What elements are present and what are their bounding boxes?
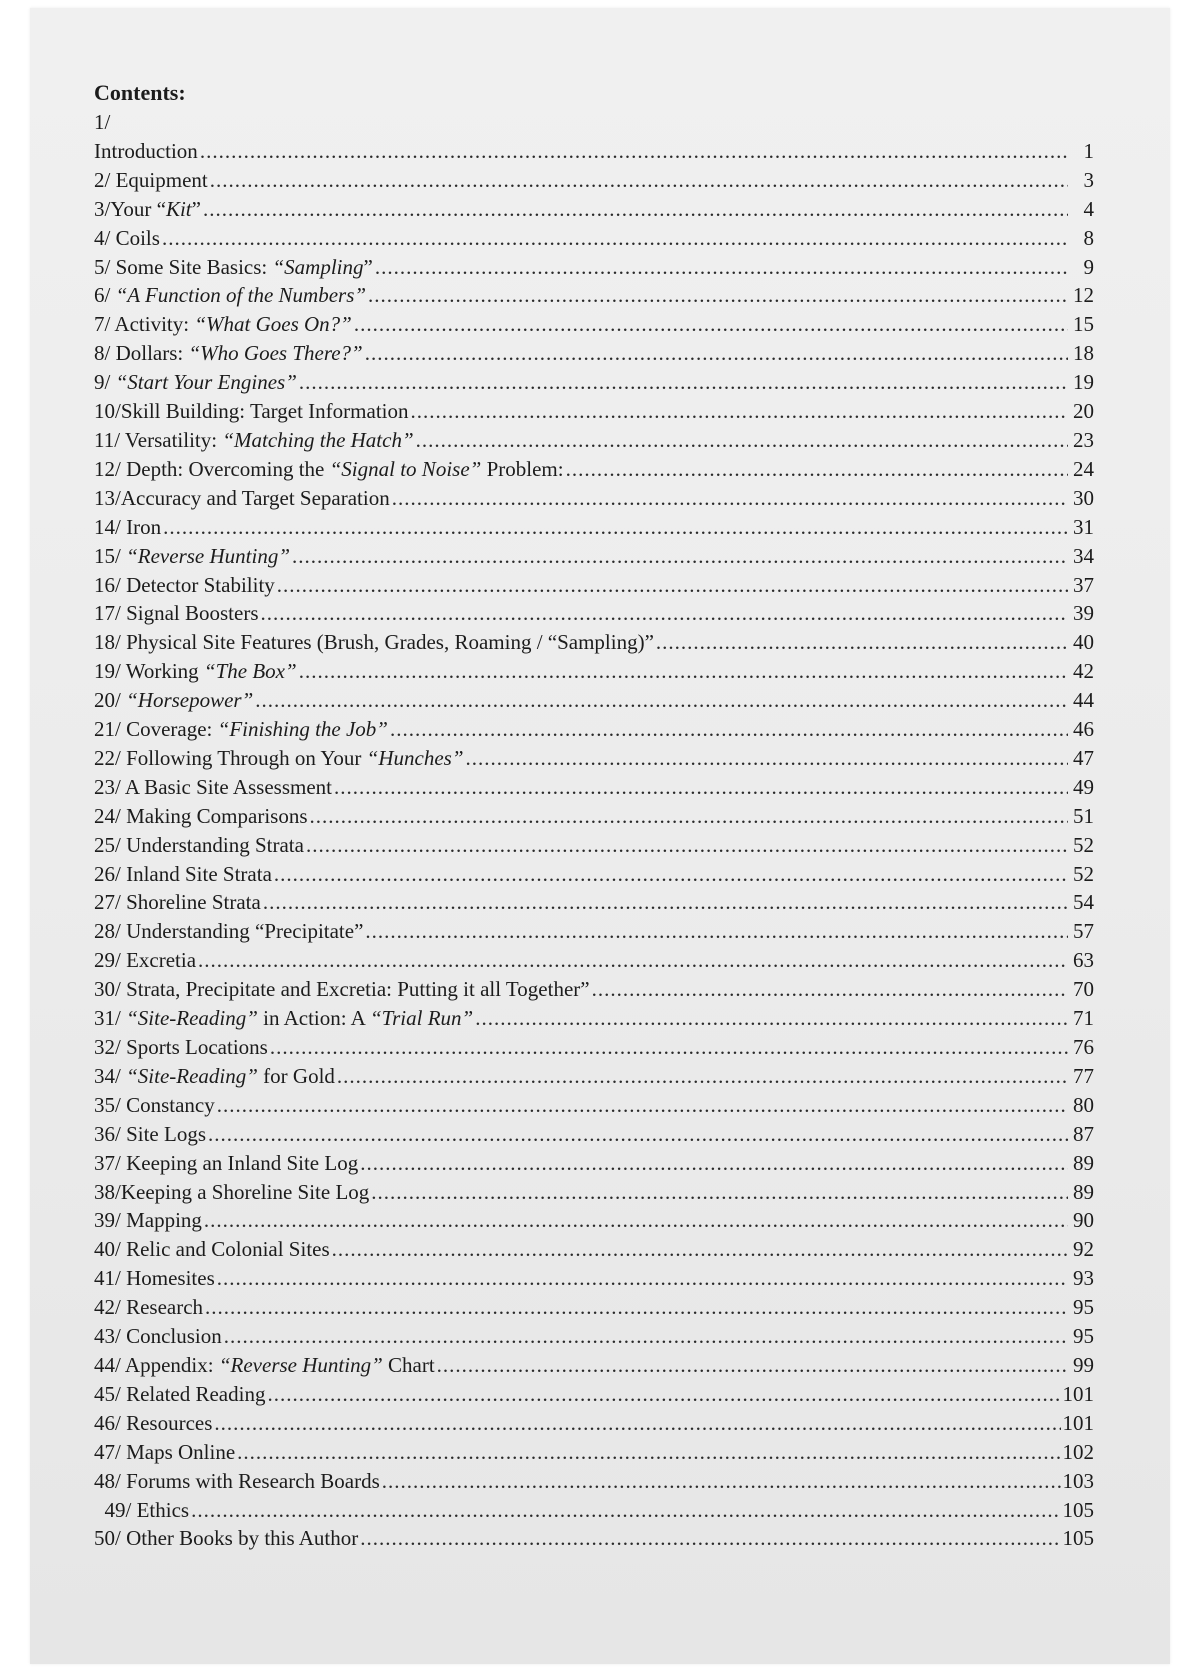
toc-entry-page: 40: [1073, 630, 1094, 655]
toc-entry: [94, 831, 1094, 860]
dot-leader: [274, 860, 1068, 889]
toc-entry-page: 105: [1062, 1497, 1094, 1522]
toc-entry-label: 49/ Ethics: [94, 1497, 190, 1522]
toc-entry-label: 17/ Signal Boosters: [94, 601, 259, 626]
toc-entry: [94, 368, 1094, 397]
toc-entry-label: 9/ “Start Your Engines”: [94, 370, 297, 395]
toc-entry: [94, 571, 1094, 600]
toc-entry: [94, 1467, 1094, 1496]
toc-entry-page: 90: [1073, 1208, 1094, 1233]
toc-entry: [94, 281, 1094, 310]
toc-entry: [94, 1351, 1094, 1380]
dot-leader: [360, 1149, 1068, 1178]
toc-entry-page: 42: [1073, 659, 1094, 684]
toc-entry-page: 34: [1073, 543, 1094, 568]
dot-leader: [337, 1062, 1068, 1091]
toc-entry: [94, 1062, 1094, 1091]
toc-entry-label: 29/ Excretia: [94, 948, 197, 973]
table-of-contents: [94, 78, 1094, 1553]
toc-entry-page: 105: [1062, 1526, 1094, 1551]
toc-entry: [94, 773, 1094, 802]
toc-entry-label: 35/ Constancy: [94, 1092, 215, 1117]
toc-entry-page: 19: [1073, 370, 1094, 395]
toc-entry-page: 101: [1062, 1381, 1094, 1406]
dot-leader: [360, 1524, 1060, 1553]
toc-entry-label: 38/Keeping a Shoreline Site Log: [94, 1179, 370, 1204]
toc-entry-label: 48/ Forums with Research Boards: [94, 1468, 380, 1493]
toc-entry: [94, 1496, 1094, 1525]
dot-leader: [217, 1264, 1068, 1293]
document-page: [30, 8, 1170, 1664]
toc-entry: [94, 455, 1094, 484]
toc-entry-page: 76: [1073, 1035, 1094, 1059]
toc-entry-page: 47: [1073, 745, 1094, 770]
toc-entry: [94, 310, 1094, 339]
toc-entry-label: 18/ Physical Site Features (Brush, Grades, Roaming / “Sampling)”: [94, 630, 654, 655]
toc-entry-label: 30/ Strata, Precipitate and Excretia: Putting it all Together”: [94, 977, 590, 1002]
toc-entry: [94, 542, 1094, 571]
dot-leader: [382, 1467, 1061, 1496]
toc-entry-page: 57: [1073, 919, 1094, 944]
toc-entry-label: 46/ Resources: [94, 1410, 213, 1435]
dot-leader: [292, 542, 1068, 571]
toc-entry-label: Introduction: [94, 138, 198, 163]
toc-entry-page: 70: [1073, 977, 1094, 1002]
toc-entry-page: 89: [1073, 1150, 1094, 1175]
toc-entry: [94, 599, 1094, 628]
toc-entry-label: 6/ “A Function of the Numbers”: [94, 283, 367, 308]
toc-entry-page: 95: [1073, 1295, 1094, 1320]
dot-leader: [334, 773, 1068, 802]
toc-entry-page: 15: [1073, 312, 1094, 337]
toc-entry-page: 54: [1073, 890, 1094, 915]
toc-entry-label: 34/ “Site-Reading” for Gold: [94, 1063, 335, 1088]
toc-entry-label: 22/ Following Through on Your “Hunches”: [94, 745, 464, 770]
toc-entry-label: 12/ Depth: Overcoming the “Signal to Noise” Problem:: [94, 456, 564, 481]
dot-leader: [566, 455, 1068, 484]
toc-entry-page: 37: [1073, 572, 1094, 597]
dot-leader: [277, 571, 1068, 600]
toc-entry-page: 99: [1073, 1352, 1094, 1377]
toc-entry-page: 71: [1073, 1006, 1094, 1031]
toc-entry-label: 43/ Conclusion: [94, 1324, 222, 1349]
toc-entry-page: 101: [1062, 1410, 1094, 1435]
first-entry-number: 1/: [94, 110, 111, 134]
toc-entry-label: 31/ “Site-Reading” in Action: A “Trial Run”: [94, 1006, 474, 1031]
toc-entry: [94, 397, 1094, 426]
toc-entry-label: 24/ Making Comparisons: [94, 803, 308, 828]
toc-entry-label: 2/ Equipment: [94, 167, 208, 192]
toc-entry: [94, 802, 1094, 831]
toc-entry: [94, 1293, 1094, 1322]
toc-entry: [94, 917, 1094, 946]
toc-entry-page: 46: [1073, 717, 1094, 742]
toc-entry-page: 18: [1073, 341, 1094, 366]
toc-entry: [94, 1438, 1094, 1467]
toc-entry: [94, 1091, 1094, 1120]
toc-entry: [94, 1004, 1094, 1033]
dot-leader: [270, 1033, 1068, 1062]
toc-entry-label: 47/ Maps Online: [94, 1439, 236, 1464]
toc-entry-label: 13/Accuracy and Target Separation: [94, 485, 390, 510]
toc-entry: [94, 253, 1094, 282]
dot-leader: [656, 628, 1068, 657]
toc-entry-page: 44: [1073, 688, 1094, 713]
dot-leader: [437, 1351, 1068, 1380]
toc-entry-label: 45/ Related Reading: [94, 1381, 266, 1406]
toc-entry: [94, 1524, 1094, 1553]
dot-leader: [267, 1380, 1060, 1409]
toc-entry: [94, 1235, 1094, 1264]
toc-entry: [94, 484, 1094, 513]
toc-entry: [94, 166, 1094, 195]
dot-leader: [392, 484, 1068, 513]
dot-leader: [371, 1178, 1068, 1207]
dot-leader: [203, 195, 1068, 224]
dot-leader: [237, 1438, 1060, 1467]
dot-leader: [263, 888, 1068, 917]
toc-entry-page: 51: [1073, 803, 1094, 828]
toc-entry-page: 102: [1062, 1439, 1094, 1464]
toc-entry: [94, 1149, 1094, 1178]
toc-entry: [94, 513, 1094, 542]
toc-entry-label: 14/ Iron: [94, 514, 162, 539]
toc-entry: [94, 195, 1094, 224]
dot-leader: [210, 166, 1068, 195]
toc-entry-page: 52: [1073, 861, 1094, 886]
toc-entry: [94, 1264, 1094, 1293]
toc-entry-page: 30: [1073, 485, 1094, 510]
dot-leader: [354, 310, 1068, 339]
toc-entry-label: 41/ Homesites: [94, 1266, 215, 1291]
toc-entry-page: 1: [1083, 138, 1094, 163]
toc-entry-page: 77: [1073, 1063, 1094, 1088]
dot-leader: [475, 1004, 1068, 1033]
dot-leader: [390, 715, 1068, 744]
toc-entry-page: 24: [1073, 456, 1094, 481]
toc-entry-label: 32/ Sports Locations: [94, 1035, 268, 1059]
toc-entry-label: 36/ Site Logs: [94, 1121, 207, 1146]
toc-entry-page: 31: [1073, 514, 1094, 539]
toc-entry-page: 93: [1073, 1266, 1094, 1291]
dot-leader: [214, 1409, 1060, 1438]
toc-entry-page: 52: [1073, 832, 1094, 857]
dot-leader: [208, 1120, 1068, 1149]
toc-entry: [94, 1178, 1094, 1207]
toc-entry: [94, 1206, 1094, 1235]
dot-leader: [416, 426, 1068, 455]
dot-leader: [375, 253, 1068, 282]
dot-leader: [365, 339, 1068, 368]
dot-leader: [255, 686, 1068, 715]
toc-entry-page: 80: [1073, 1092, 1094, 1117]
toc-entry-page: 9: [1083, 254, 1094, 279]
toc-entry-label: 26/ Inland Site Strata: [94, 861, 272, 886]
toc-entry-label: 42/ Research: [94, 1295, 204, 1320]
dot-leader: [365, 917, 1068, 946]
toc-entry-page: 12: [1073, 283, 1094, 308]
toc-entry-page: 87: [1073, 1121, 1094, 1146]
toc-entry-label: 8/ Dollars: “Who Goes There?”: [94, 341, 363, 366]
dot-leader: [200, 137, 1068, 166]
dot-leader: [299, 657, 1068, 686]
toc-list: [94, 137, 1094, 1553]
toc-entry-page: 95: [1073, 1324, 1094, 1349]
toc-entry-label: 15/ “Reverse Hunting”: [94, 543, 290, 568]
toc-entry-page: 103: [1062, 1468, 1094, 1493]
toc-entry-page: 23: [1073, 427, 1094, 452]
toc-entry-label: 28/ Understanding “Precipitate”: [94, 919, 364, 944]
toc-entry: [94, 426, 1094, 455]
toc-entry: [94, 628, 1094, 657]
toc-entry: [94, 1380, 1094, 1409]
toc-entry: [94, 1322, 1094, 1351]
toc-entry-page: 92: [1073, 1237, 1094, 1262]
dot-leader: [592, 975, 1068, 1004]
dot-leader: [310, 802, 1069, 831]
toc-entry-label: 16/ Detector Stability: [94, 572, 275, 597]
toc-entry-page: 20: [1073, 399, 1094, 424]
toc-entry-label: 27/ Shoreline Strata: [94, 890, 261, 915]
dot-leader: [332, 1235, 1068, 1264]
toc-entry-label: 40/ Relic and Colonial Sites: [94, 1237, 330, 1262]
toc-entry: [94, 224, 1094, 253]
toc-entry-label: 3/Your “Kit”: [94, 196, 201, 221]
toc-entry-label: 19/ Working “The Box”: [94, 659, 297, 684]
dot-leader: [411, 397, 1069, 426]
toc-entry: [94, 1120, 1094, 1149]
toc-entry: [94, 946, 1094, 975]
toc-entry-label: 5/ Some Site Basics: “Sampling”: [94, 254, 373, 279]
dot-leader: [217, 1091, 1068, 1120]
toc-entry: [94, 744, 1094, 773]
toc-entry-label: 44/ Appendix: “Reverse Hunting” Chart: [94, 1352, 435, 1377]
toc-entry: [94, 860, 1094, 889]
toc-entry: [94, 715, 1094, 744]
toc-entry-label: 37/ Keeping an Inland Site Log: [94, 1150, 359, 1175]
toc-entry: [94, 137, 1094, 166]
toc-entry: [94, 1409, 1094, 1438]
toc-entry-label: 39/ Mapping: [94, 1208, 202, 1233]
toc-entry-label: 25/ Understanding Strata: [94, 832, 304, 857]
toc-entry-label: 10/Skill Building: Target Information: [94, 399, 409, 424]
toc-entry-page: 39: [1073, 601, 1094, 626]
dot-leader: [368, 281, 1068, 310]
toc-entry-label: 23/ A Basic Site Assessment: [94, 774, 333, 799]
toc-entry: [94, 888, 1094, 917]
dot-leader: [162, 224, 1068, 253]
dot-leader: [198, 946, 1068, 975]
toc-entry-label: 4/ Coils: [94, 225, 160, 250]
toc-entry-label: 50/ Other Books by this Author: [94, 1526, 359, 1551]
toc-entry-page: 89: [1073, 1179, 1094, 1204]
toc-entry-page: 63: [1073, 948, 1094, 973]
toc-entry: [94, 1033, 1094, 1062]
toc-entry-label: 7/ Activity: “What Goes On?”: [94, 312, 352, 337]
toc-entry-label: 21/ Coverage: “Finishing the Job”: [94, 717, 388, 742]
dot-leader: [163, 513, 1068, 542]
toc-entry: [94, 339, 1094, 368]
dot-leader: [191, 1496, 1060, 1525]
dot-leader: [224, 1322, 1068, 1351]
toc-entry-page: 49: [1073, 774, 1094, 799]
contents-heading: Contents:: [94, 80, 186, 105]
dot-leader: [205, 1293, 1068, 1322]
toc-entry-label: 20/ “Horsepower”: [94, 688, 254, 713]
dot-leader: [306, 831, 1068, 860]
toc-entry-page: 4: [1083, 196, 1094, 221]
dot-leader: [261, 599, 1068, 628]
toc-entry-page: 8: [1083, 225, 1094, 250]
toc-entry-page: 3: [1083, 167, 1094, 192]
toc-entry: [94, 975, 1094, 1004]
toc-entry: [94, 686, 1094, 715]
dot-leader: [204, 1206, 1068, 1235]
toc-entry: [94, 657, 1094, 686]
toc-entry-label: 11/ Versatility: “Matching the Hatch”: [94, 427, 414, 452]
dot-leader: [466, 744, 1069, 773]
dot-leader: [299, 368, 1068, 397]
